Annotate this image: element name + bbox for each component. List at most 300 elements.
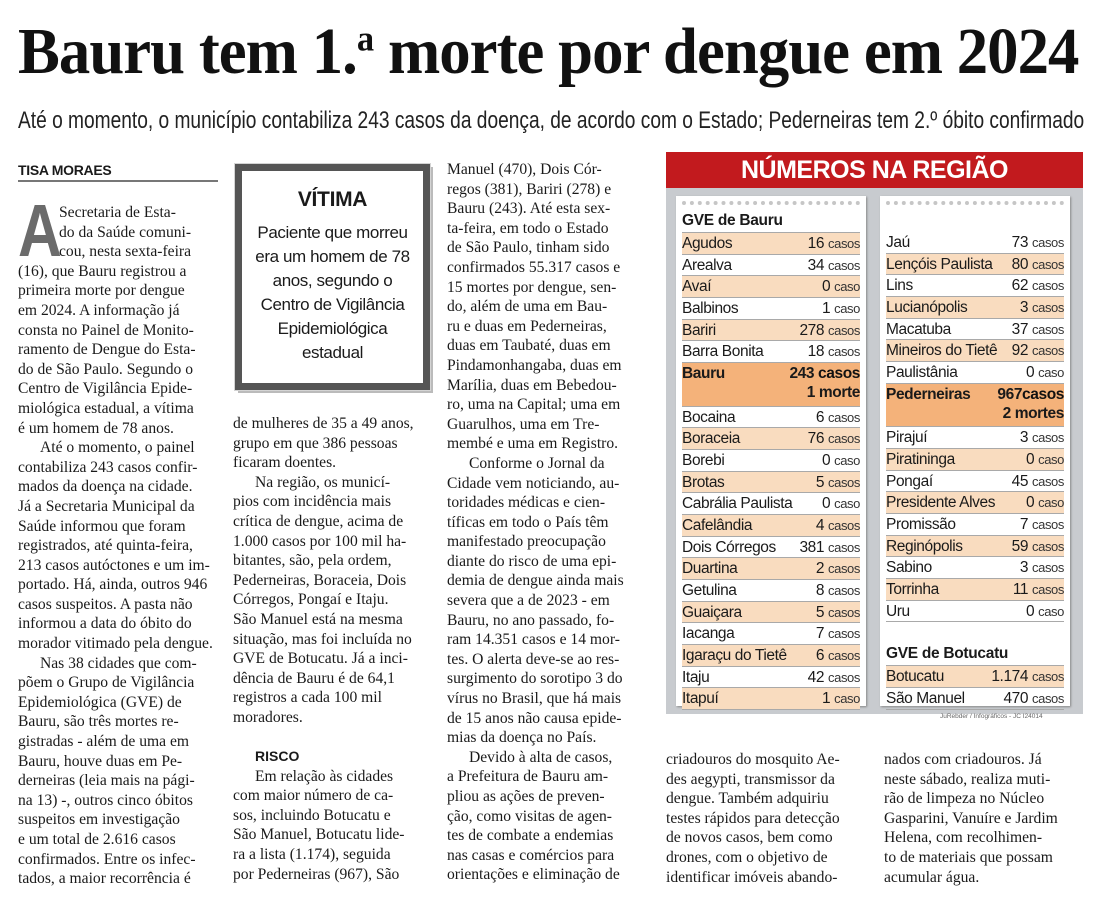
- case-count: [1012, 536, 1064, 557]
- infographic-panel-right: [880, 196, 1070, 706]
- text-line: [233, 786, 433, 806]
- text-line-content: por Pederneiras (967), São: [233, 865, 400, 883]
- text-line: [18, 223, 218, 243]
- table-row: [886, 492, 1064, 514]
- case-unit: casos: [828, 604, 860, 620]
- headline-rest: morte por dengue em 2024: [373, 15, 1079, 88]
- article-column-3: [447, 160, 650, 885]
- text-line: [447, 865, 650, 885]
- case-unit: casos: [828, 257, 860, 273]
- city-name: Lins: [886, 277, 913, 295]
- case-count: [808, 428, 860, 449]
- case-unit: casos: [828, 648, 860, 664]
- case-unit: casos: [1032, 430, 1064, 446]
- text-line: [447, 513, 650, 533]
- text-line-content: (16), que Bauru registrou a: [18, 262, 187, 280]
- text-line: [447, 846, 650, 866]
- text-line-content: Bauru (243). Até esta sex-: [447, 200, 611, 218]
- text-line: [447, 611, 650, 631]
- case-unit: casos: [828, 431, 860, 447]
- text-line-content: nas casas e comércios para: [447, 846, 615, 864]
- text-line: [447, 709, 650, 729]
- text-line: [666, 828, 866, 848]
- text-line: [447, 356, 650, 376]
- text-line: [18, 712, 218, 732]
- table-row: [682, 667, 860, 689]
- case-count: [1026, 449, 1064, 470]
- text-line-content: GVE de Botucatu. Já a inci-: [233, 650, 408, 668]
- case-count-line: [799, 537, 860, 558]
- city-name: Pirajuí: [886, 429, 928, 447]
- text-line-content: ramento de Dengue do Esta-: [18, 341, 196, 359]
- text-line: [18, 556, 218, 576]
- city-name: Botucatu: [886, 668, 944, 686]
- case-value: 0: [821, 278, 831, 296]
- text-line-content: surgimento do sorotipo 3 do: [447, 670, 623, 688]
- table-row: [886, 666, 1064, 688]
- section-heading: RISCO: [255, 748, 300, 765]
- text-line: [233, 865, 433, 885]
- case-count-line: [1026, 601, 1064, 622]
- text-line-content: ru e duas em Pederneiras,: [447, 317, 607, 335]
- text-line-content: dengue. Também adquiriu: [666, 790, 829, 808]
- text-line: [18, 869, 218, 889]
- text-line-content: confirmados 55.317 casos e: [447, 258, 621, 276]
- text-line-content: ficaram doentes.: [233, 454, 337, 472]
- text-line-content: ro, uma na Capital; uma em: [447, 396, 621, 414]
- text-line-content: diante do risco de uma epi-: [447, 552, 617, 570]
- case-count-line: [1026, 449, 1064, 470]
- text-line: [18, 634, 218, 654]
- text-line-content: Córregos, Pongaí e Itaju.: [233, 591, 389, 609]
- case-count-line: [822, 450, 860, 471]
- article-column-2: [233, 414, 433, 884]
- case-unit: casos: [1032, 582, 1064, 598]
- text-line: [18, 477, 218, 497]
- article-column-5: [884, 750, 1084, 887]
- text-line-content: mados da doença na cidade.: [18, 478, 193, 496]
- text-line: [233, 551, 433, 571]
- case-value: 470: [1003, 690, 1029, 708]
- text-line-content: Em relação às cidades: [255, 767, 394, 785]
- case-value: 3: [1019, 429, 1029, 447]
- case-unit: caso: [834, 691, 860, 707]
- city-name: Igaraçu do Tietê: [682, 647, 787, 665]
- city-name: Cafelândia: [682, 516, 753, 534]
- table-row: [886, 514, 1064, 536]
- victim-box-body: Paciente que morreu era um homem de 78 anos, segundo o Centro de Vigilância Epidemiológica estadual: [255, 223, 410, 362]
- text-line-content: regos (381), Bariri (278) e: [447, 180, 612, 198]
- text-line: [447, 199, 650, 219]
- text-line: [447, 278, 650, 298]
- text-line: [18, 693, 218, 713]
- city-name: Lençóis Paulista: [886, 255, 993, 273]
- case-value: 73: [1011, 234, 1029, 251]
- infographic-title: NÚMEROS NA REGIÃO: [666, 152, 1083, 188]
- case-value: 5: [815, 473, 825, 491]
- text-line-content: cou, nesta sexta-feira: [59, 243, 192, 261]
- case-value: 0: [821, 451, 831, 469]
- city-name: Uru: [886, 602, 910, 620]
- case-count: [1020, 297, 1064, 318]
- text-line-content: informou a data do óbito do: [18, 615, 192, 633]
- text-line-content: com maior número de ca-: [233, 787, 394, 805]
- text-line-content: do de São Paulo. Segundo o: [18, 360, 193, 378]
- text-line: [447, 474, 650, 494]
- text-line: [447, 160, 650, 180]
- text-line-content: bitantes, são, pela ordem,: [233, 552, 392, 570]
- city-name: Pederneiras: [886, 385, 971, 403]
- case-count-line: [1012, 319, 1064, 340]
- case-count-line: [799, 320, 860, 341]
- text-line-content: do, além de uma em Bau-: [447, 298, 608, 316]
- text-line: [447, 807, 650, 827]
- city-name: Presidente Alves: [886, 494, 996, 512]
- city-name: Barra Bonita: [682, 343, 764, 361]
- table-row: [682, 493, 860, 515]
- case-value: 1.174: [991, 668, 1029, 686]
- text-line-content: drones, com o objetivo de: [666, 848, 828, 866]
- text-line-content: gistradas - além de uma em: [18, 733, 190, 751]
- case-count-line: [816, 558, 860, 579]
- case-unit: casos: [1032, 560, 1064, 576]
- text-line-content: põem o Grupo de Vigilância: [18, 674, 195, 692]
- case-count-line: [1020, 297, 1064, 318]
- text-line: [884, 809, 1084, 829]
- case-value: 0: [1025, 364, 1035, 382]
- text-line: [18, 399, 218, 419]
- table-row: [682, 558, 860, 580]
- case-count: [822, 450, 860, 471]
- case-count-line: [1020, 427, 1064, 448]
- text-line: [18, 752, 218, 772]
- table-row: [682, 255, 860, 277]
- text-line-content: Pederneiras, Boraceia, Dois: [233, 571, 407, 589]
- city-name: Piratininga: [886, 450, 955, 468]
- text-line-content: derneiras (leia mais na pági-: [18, 772, 195, 790]
- table-row: [886, 427, 1064, 449]
- city-name: Itapuí: [682, 690, 719, 708]
- text-line: [447, 787, 650, 807]
- text-line-content: São Manuel, Botucatu lide-: [233, 826, 405, 844]
- text-line: [18, 575, 218, 595]
- case-count-line: [816, 602, 860, 623]
- text-line-content: Até o momento, o painel: [40, 439, 195, 457]
- text-line: [233, 845, 433, 865]
- text-line-content: membé e uma em Registro.: [447, 435, 619, 453]
- case-count: [808, 667, 860, 688]
- text-line: [18, 458, 218, 478]
- case-count: [1020, 514, 1064, 535]
- text-line: [233, 571, 433, 591]
- table-row: [682, 537, 860, 559]
- case-count-line: [816, 472, 860, 493]
- text-line-content: rão de limpeza no Núcleo: [884, 790, 1045, 808]
- table-row: [886, 232, 1064, 254]
- table-row: [682, 472, 860, 494]
- text-line: [447, 630, 650, 650]
- table-row: [682, 428, 860, 450]
- byline: TISA MORAES: [18, 161, 218, 182]
- city-name: Balbinos: [682, 300, 739, 318]
- table-row: [682, 298, 860, 320]
- case-count-line: [808, 233, 860, 254]
- text-line: [233, 532, 433, 552]
- headline-ordinal: a: [356, 18, 374, 59]
- case-unit: caso: [834, 496, 860, 512]
- case-value: 37: [1011, 320, 1029, 338]
- headline-text: Bauru tem 1.: [18, 15, 357, 88]
- case-value: 2: [815, 560, 825, 578]
- table-row: [886, 557, 1064, 579]
- text-line: [233, 414, 433, 434]
- case-value: 381: [799, 538, 825, 556]
- case-unit: casos: [828, 539, 860, 555]
- case-unit: caso: [834, 301, 860, 317]
- case-count: [1020, 427, 1064, 448]
- case-count-line: [1012, 232, 1064, 253]
- text-line-content: Devido à alta de casos,: [469, 748, 613, 766]
- case-count: [991, 666, 1064, 687]
- case-unit: casos: [828, 344, 860, 360]
- case-count: [816, 472, 860, 493]
- table-row: [886, 579, 1064, 601]
- case-count-line: [822, 276, 860, 297]
- group-label-gve-bauru: GVE de Bauru: [682, 210, 860, 233]
- text-line-content: to de materiais que possam: [884, 848, 1053, 866]
- table-row: [886, 688, 1064, 710]
- text-line-content: pliou as ações de preven-: [447, 788, 605, 805]
- city-name: Lucianópolis: [886, 299, 968, 317]
- table-row: [682, 688, 860, 710]
- text-line-content: Secretaria de Esta-: [59, 204, 176, 221]
- case-unit: casos: [1032, 473, 1064, 489]
- case-count: [1026, 362, 1064, 383]
- text-line: [233, 590, 433, 610]
- case-count-line: [808, 255, 860, 276]
- text-line-content: de novos casos, bem como: [666, 829, 833, 847]
- text-line: [233, 767, 433, 787]
- table-row: [682, 341, 860, 363]
- text-line: [18, 830, 218, 850]
- text-line: [18, 654, 218, 674]
- paragraph: [666, 750, 866, 887]
- text-line-content: é um homem de 78 anos.: [18, 419, 174, 437]
- text-line: [884, 868, 1084, 888]
- case-unit: caso: [1038, 495, 1064, 511]
- text-line: [447, 532, 650, 552]
- infographic-panel-left: [676, 196, 866, 706]
- table-row: [886, 536, 1064, 558]
- text-line: [18, 321, 218, 341]
- text-line: [18, 360, 218, 380]
- table-row: [886, 319, 1064, 341]
- text-line: [884, 770, 1084, 790]
- case-count: [1013, 579, 1064, 600]
- text-line-content: primeira morte por dengue: [18, 282, 185, 300]
- text-line: [18, 536, 218, 556]
- text-line-content: confirmados. Entre os infec-: [18, 850, 196, 868]
- text-line: [447, 317, 650, 337]
- case-unit: casos: [828, 322, 860, 338]
- text-line-content: mias da doença no País.: [447, 729, 597, 747]
- article-column-4: [666, 750, 866, 887]
- table-row: [886, 297, 1064, 319]
- case-count-line: [822, 493, 860, 514]
- paragraph: [447, 748, 650, 885]
- city-name: Duartina: [682, 560, 738, 578]
- text-line-content: e um total de 2.616 casos: [18, 831, 176, 848]
- text-line-content: Helena, com recolhimen-: [884, 829, 1043, 847]
- text-line: [233, 669, 433, 689]
- case-unit: casos: [828, 236, 860, 251]
- text-line: [884, 848, 1084, 868]
- text-line-content: severa que a de 2023 - em: [447, 592, 610, 610]
- case-count: [1003, 688, 1064, 709]
- text-line: [447, 297, 650, 317]
- drop-cap: A: [18, 189, 62, 272]
- text-line-content: tados, a maior recorrência é: [18, 870, 191, 888]
- text-line-content: Marília, duas em Bebedou-: [447, 376, 617, 394]
- city-name: Promissão: [886, 515, 956, 533]
- case-count: [816, 645, 860, 666]
- text-line: [18, 595, 218, 615]
- text-line-content: orientações e eliminação de: [447, 866, 620, 884]
- case-count-line: [816, 623, 860, 644]
- text-line-content: crítica de dengue, acima de: [233, 512, 404, 530]
- text-line-content: Saúde informou que foram: [18, 517, 186, 535]
- city-name: Guaiçara: [682, 603, 742, 621]
- case-value: 45: [1011, 472, 1029, 490]
- case-count-line: [997, 385, 1064, 404]
- case-count: [1012, 340, 1064, 361]
- paragraph: [233, 414, 433, 473]
- case-value: 278: [799, 321, 825, 339]
- paragraph: [233, 473, 433, 728]
- text-line-content: criadouros do mosquito Ae-: [666, 751, 840, 768]
- text-line-content: Na região, os municí-: [255, 473, 391, 491]
- city-name: Sabino: [886, 559, 932, 577]
- text-line-content: ra a lista (1.174), seguida: [233, 846, 391, 864]
- case-count: [816, 623, 860, 644]
- case-value: 80: [1011, 255, 1029, 273]
- case-unit: casos: [1022, 385, 1064, 403]
- text-line: [18, 262, 218, 282]
- text-line: [233, 434, 433, 454]
- case-count: [816, 407, 860, 428]
- text-line-content: demia de dengue ainda mais: [447, 572, 624, 590]
- case-value: 18: [807, 343, 825, 361]
- table-row: [682, 276, 860, 298]
- text-line-content: tíficas em todo o País têm: [447, 513, 609, 531]
- text-line-content: registrados, até quinta-feira,: [18, 537, 193, 555]
- text-line: [233, 708, 433, 728]
- case-value: 92: [1011, 342, 1029, 360]
- text-line: [233, 649, 433, 669]
- paragraph: [18, 189, 218, 438]
- text-line-content: consta no Painel de Monito-: [18, 321, 194, 339]
- text-line: [447, 650, 650, 670]
- text-line-content: suspeitos em investigação: [18, 811, 180, 829]
- case-count: [1012, 232, 1064, 253]
- text-line: [447, 826, 650, 846]
- case-count: [1012, 319, 1064, 340]
- city-name: Avaí: [682, 278, 712, 296]
- text-line-content: em 2024. A informação já: [18, 301, 180, 319]
- text-line: [666, 868, 866, 888]
- case-count: [997, 384, 1064, 426]
- case-value: 76: [807, 430, 825, 448]
- city-name: Torrinha: [886, 581, 939, 599]
- city-name: Dois Córregos: [682, 538, 776, 556]
- paragraph: [233, 767, 433, 885]
- text-line-content: Epidemiológica (GVE) de: [18, 693, 182, 711]
- text-line: [447, 689, 650, 709]
- city-name: Jaú: [886, 234, 910, 251]
- text-line: [18, 517, 218, 537]
- paragraph: [447, 454, 650, 748]
- text-line: [18, 340, 218, 360]
- text-line-content: do da Saúde comuni-: [59, 223, 192, 241]
- text-line-content: Bauru, são três mortes re-: [18, 713, 179, 731]
- case-unit: casos: [1032, 691, 1064, 707]
- text-line: [447, 258, 650, 278]
- case-count-line: [808, 341, 860, 362]
- table-row: [682, 363, 860, 406]
- text-line-content: tes. O alerta deve-se ao res-: [447, 650, 620, 668]
- dotted-divider: [886, 201, 1064, 215]
- case-value: 0: [1025, 494, 1035, 512]
- text-line: [447, 434, 650, 454]
- text-line: [18, 791, 218, 811]
- table-row: [682, 623, 860, 645]
- text-line: [447, 493, 650, 513]
- text-line-content: a Prefeitura de Bauru am-: [447, 768, 609, 786]
- case-count-line: [822, 298, 860, 319]
- text-line: [18, 850, 218, 870]
- text-line-content: ram 14.351 casos e 14 mor-: [447, 631, 620, 649]
- case-count-line: [1026, 362, 1064, 383]
- text-line: [18, 379, 218, 399]
- case-count-line: [816, 407, 860, 428]
- text-line: [233, 806, 433, 826]
- table-row: [682, 450, 860, 472]
- text-line: [447, 219, 650, 239]
- text-line-content: ção, como visitas de agen-: [447, 807, 612, 825]
- city-name: Brotas: [682, 473, 725, 491]
- text-line: [666, 750, 866, 770]
- case-count-line: [789, 364, 860, 383]
- table-row: [886, 340, 1064, 362]
- paragraph: [447, 160, 650, 454]
- text-line: [233, 630, 433, 650]
- table-row: [886, 254, 1064, 276]
- subtitle: [18, 106, 1084, 136]
- text-line-content: moradores.: [233, 708, 303, 726]
- case-value: 967: [997, 385, 1023, 403]
- text-line-content: tes de combate a endemias: [447, 827, 614, 845]
- city-name: Arealva: [682, 256, 732, 274]
- text-line-content: acumular água.: [884, 868, 980, 886]
- case-count: [808, 341, 860, 362]
- text-line-content: Pindamonhangaba, duas em: [447, 356, 622, 374]
- text-line: [18, 732, 218, 752]
- table-row: [886, 471, 1064, 493]
- case-unit: casos: [1032, 235, 1064, 250]
- city-name: Reginópolis: [886, 537, 963, 555]
- city-name: São Manuel: [886, 690, 965, 708]
- table-row: [886, 362, 1064, 384]
